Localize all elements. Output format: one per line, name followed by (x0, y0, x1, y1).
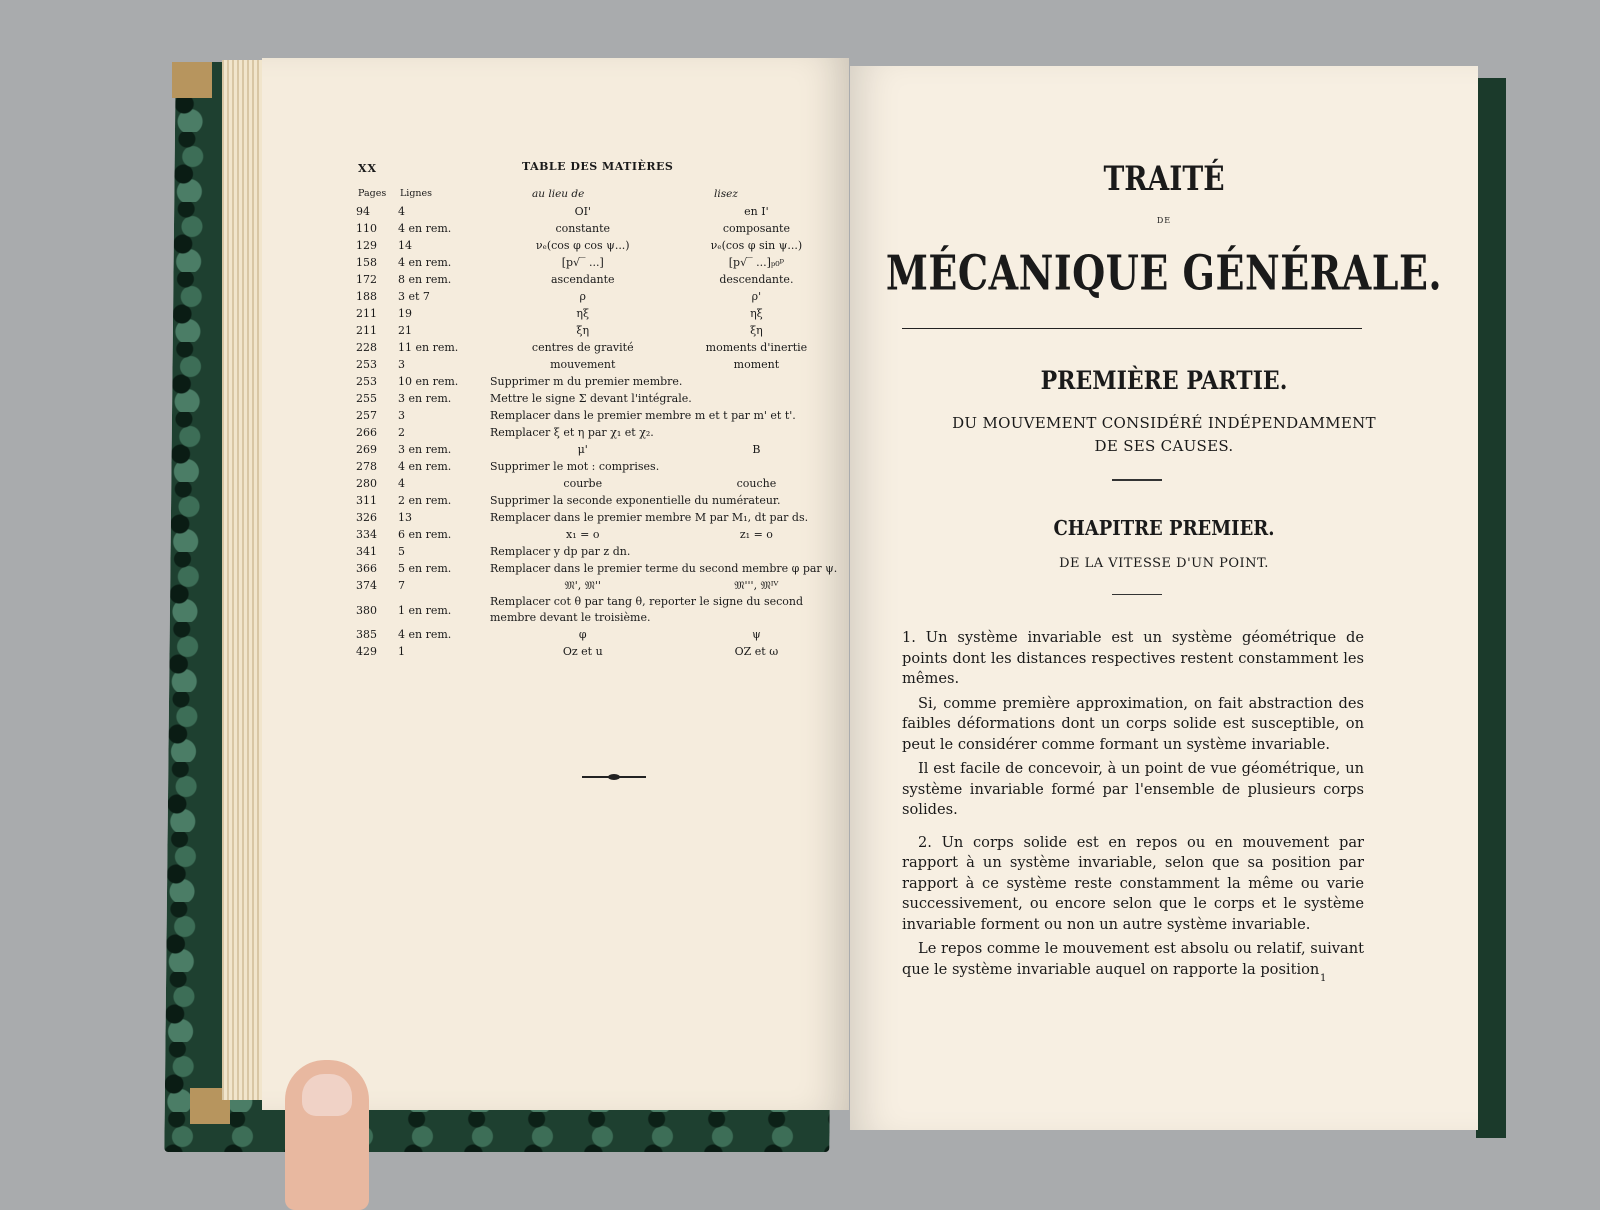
errata-page: 172 (356, 273, 377, 286)
errata-line: 4 en rem. (398, 222, 452, 235)
errata-row (356, 322, 837, 339)
errata-correct: OZ et ω (734, 645, 779, 658)
errata-wrong: OI' (574, 205, 591, 218)
errata-row (356, 203, 837, 220)
errata-row (356, 458, 837, 475)
errata-line: 3 en rem. (398, 443, 452, 456)
errata-page: 326 (356, 511, 377, 524)
book-title-de: DE (1156, 216, 1172, 225)
errata-page: 253 (356, 358, 377, 371)
left-page (262, 58, 849, 1110)
paragraph: 1. Un système invariable est un système géométrique de points dont les distances respectives restent constamment les mêmes. (902, 629, 1364, 687)
errata-row (356, 356, 837, 373)
errata-wrong: νₑ(cos φ cos ψ...) (535, 239, 630, 252)
errata-line: 3 et 7 (398, 290, 430, 303)
errata-page: 280 (356, 477, 377, 490)
errata-row (356, 288, 837, 305)
errata-line: 4 (398, 477, 405, 490)
errata-page: 385 (356, 628, 377, 641)
errata-wrong: Oz et u (562, 645, 603, 658)
errata-row (356, 373, 837, 390)
errata-page: 158 (356, 256, 377, 269)
chapter-subtitle: DE LA VITESSE D'UN POINT. (1059, 556, 1269, 571)
errata-page: 311 (356, 494, 377, 507)
errata-correct: B (752, 443, 761, 456)
errata-correct: moment (733, 358, 780, 371)
errata-line: 8 en rem. (398, 273, 452, 286)
errata-row (356, 237, 837, 254)
errata-row (356, 475, 837, 492)
errata-row (356, 424, 837, 441)
errata-page: 257 (356, 409, 377, 422)
errata-wrong: mouvement (550, 358, 616, 371)
errata-page: 228 (356, 341, 377, 354)
errata-instruction: Remplacer dans le premier terme du second membre φ par ψ. (490, 562, 838, 575)
errata-line: 4 en rem. (398, 256, 452, 269)
chapter-heading: CHAPITRE PREMIER. (1053, 516, 1275, 541)
paragraph: 2. Un corps solide est en repos ou en mouvement par rapport à un système invariable, selon que sa position par rapport à ce système reste constamment la même ou varie successivement, ou encore selon que le corps et le système invariable forment ou non un autre système invariable. (902, 833, 1364, 933)
errata-page: 129 (356, 239, 377, 252)
errata-correct: couche (736, 477, 777, 490)
errata-line: 19 (398, 307, 412, 320)
chapter-rule (1112, 594, 1162, 595)
errata-row (356, 577, 837, 594)
right-page (850, 66, 1478, 1130)
errata-instruction: Supprimer m du premier membre. (490, 375, 683, 388)
errata-page: 380 (356, 603, 377, 617)
errata-correct: [p√‾ ...]ₚ₀ᵖ (728, 256, 785, 269)
errata-page: 269 (356, 443, 377, 456)
errata-wrong: ρ (579, 290, 586, 303)
errata-row (356, 594, 837, 626)
errata-wrong: ξη (576, 324, 590, 337)
errata-page: 341 (356, 545, 377, 558)
paragraph: Si, comme première approximation, on fait abstraction des faibles déformations dont un corps solide est susceptible, on peut le considérer comme formant un système invariable. (902, 694, 1364, 753)
errata-page: 366 (356, 562, 377, 575)
errata-row (356, 407, 837, 424)
errata-line: 2 (398, 426, 405, 439)
errata-line: 1 en rem. (398, 603, 452, 617)
errata-wrong: ascendante (550, 273, 615, 286)
errata-line: 4 en rem. (398, 628, 452, 641)
errata-line: 7 (398, 579, 405, 592)
errata-row (356, 526, 837, 543)
part-subtitle-line-1: DU MOUVEMENT CONSIDÉRÉ INDÉPENDAMMENT (952, 414, 1376, 432)
right-cover-edge (1476, 78, 1506, 1138)
book-title-line-2: MÉCANIQUE GÉNÉRALE. (885, 244, 1443, 301)
errata-correct: ρ' (751, 290, 762, 303)
errata-wrong: x₁ = o (566, 528, 600, 541)
errata-correct: z₁ = o (739, 528, 773, 541)
errata-correct: en I' (744, 205, 769, 218)
paragraph: Il est facile de concevoir, à un point de vue géométrique, un système invariable formé par l'ensemble de plusieurs corps solides. (902, 760, 1364, 818)
errata-line: 10 en rem. (398, 375, 459, 388)
errata-line: 21 (398, 324, 412, 337)
errata-correct: ψ (752, 628, 761, 641)
errata-instruction: Supprimer le mot : comprises. (490, 460, 660, 473)
errata-row (356, 560, 837, 577)
title-rule (902, 328, 1362, 329)
part-subtitle (850, 412, 1478, 458)
errata-row (356, 626, 837, 643)
errata-line: 3 (398, 409, 405, 422)
leather-corner (172, 62, 212, 98)
col-lignes: Lignes (400, 188, 433, 199)
book-title-line-1: TRAITÉ (1103, 158, 1225, 199)
errata-row (356, 509, 837, 526)
errata-instruction: Remplacer ξ et η par χ₁ et χ₂. (490, 426, 654, 439)
errata-row (356, 254, 837, 271)
open-book (170, 48, 1500, 1148)
errata-page: 374 (356, 579, 377, 592)
errata-line: 5 en rem. (398, 562, 452, 575)
errata-line: 11 en rem. (398, 341, 459, 354)
errata-correct: moments d'inertie (705, 341, 808, 354)
errata-correct: 𝔐''', 𝔐ᴵⱽ (734, 578, 779, 592)
errata-correct: νₑ(cos φ sin ψ...) (710, 239, 803, 252)
errata-wrong: μ' (577, 443, 588, 456)
errata-line: 3 (398, 358, 405, 371)
errata-instruction: Remplacer y dp par z dn. (490, 545, 631, 558)
col-pages: Pages (358, 188, 387, 199)
errata-line: 6 en rem. (398, 528, 452, 541)
errata-line: 14 (398, 239, 412, 252)
errata-instruction: Remplacer dans le premier membre m et t par m' et t'. (490, 409, 796, 422)
errata-table (356, 203, 837, 660)
col-au-lieu-de: au lieu de (532, 188, 585, 200)
errata-page: 253 (356, 375, 377, 388)
errata-instruction: Remplacer dans le premier membre M par M₁, dt par ds. (490, 511, 809, 524)
errata-row (356, 305, 837, 322)
errata-page: 110 (356, 222, 377, 235)
ornament (582, 776, 646, 778)
errata-correct: descendante. (719, 273, 794, 286)
errata-line: 13 (398, 511, 412, 524)
errata-line: 4 en rem. (398, 460, 452, 473)
errata-page: 94 (356, 205, 370, 218)
part-heading: PREMIÈRE PARTIE. (1040, 366, 1288, 396)
errata-instruction: Remplacer cot θ par tang θ, reporter le signe du second membre devant le troisième. (490, 595, 804, 624)
errata-row (356, 390, 837, 407)
errata-wrong: [p√‾ ...] (561, 256, 604, 269)
ornament (1112, 479, 1162, 481)
errata-page: 278 (356, 460, 377, 473)
errata-row (356, 271, 837, 288)
page-edges (222, 60, 264, 1100)
errata-page: 188 (356, 290, 377, 303)
page-number: 1 (1320, 973, 1327, 984)
errata-row (356, 492, 837, 509)
errata-row (356, 643, 837, 660)
errata-row (356, 441, 837, 458)
errata-line: 3 en rem. (398, 392, 452, 405)
errata-row (356, 220, 837, 237)
errata-page: 211 (356, 324, 377, 337)
errata-wrong: ηξ (576, 307, 590, 320)
errata-line: 1 (398, 645, 405, 658)
errata-wrong: centres de gravité (531, 341, 634, 354)
errata-page: 334 (356, 528, 377, 541)
page-number-header: XX (358, 162, 378, 175)
errata-page: 429 (356, 645, 377, 658)
errata-instruction: Supprimer la seconde exponentielle du numérateur. (490, 494, 781, 507)
part-subtitle-line-2: DE SES CAUSES. (1094, 437, 1234, 455)
errata-wrong: courbe (563, 477, 603, 490)
thumbnail (302, 1074, 352, 1116)
errata-correct: ηξ (750, 307, 763, 320)
errata-line: 4 (398, 205, 405, 218)
errata-wrong: φ (578, 628, 587, 641)
errata-page: 266 (356, 426, 377, 439)
errata-page: 211 (356, 307, 377, 320)
errata-correct: ξη (750, 324, 763, 337)
errata-line: 2 en rem. (398, 494, 452, 507)
body-text (902, 628, 1364, 984)
errata-row (356, 339, 837, 356)
errata-row (356, 543, 837, 560)
paragraph: Le repos comme le mouvement est absolu ou relatif, suivant que le système invariable auquel on rapporte la position (902, 940, 1364, 978)
running-title: TABLE DES MATIÈRES (522, 160, 674, 173)
errata-page: 255 (356, 392, 377, 405)
errata-wrong: constante (555, 222, 611, 235)
errata-wrong: 𝔐', 𝔐'' (564, 578, 601, 592)
errata-instruction: Mettre le signe Σ devant l'intégrale. (490, 392, 692, 405)
errata-line: 5 (398, 545, 405, 558)
col-lisez: lisez (714, 188, 738, 200)
errata-correct: composante (722, 222, 790, 235)
